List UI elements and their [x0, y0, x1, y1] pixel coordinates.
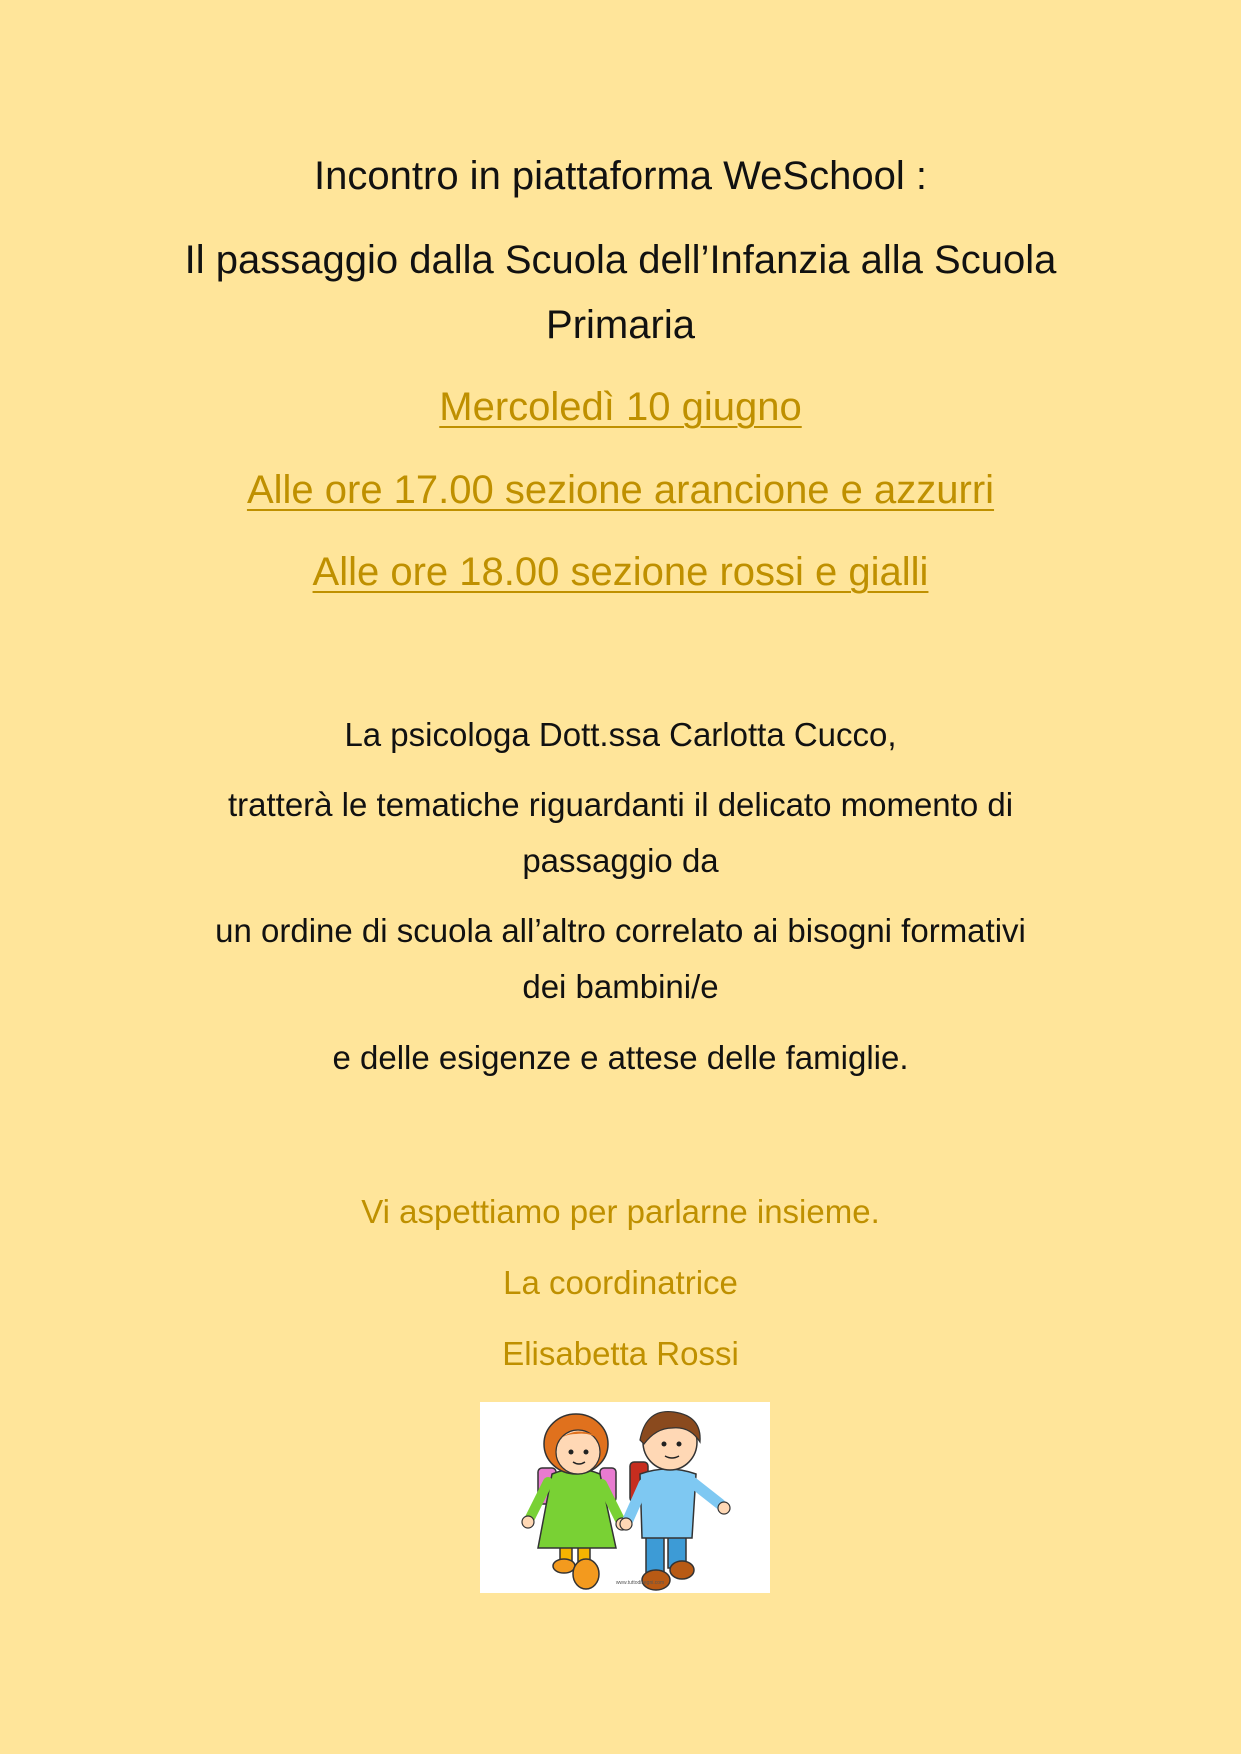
session-2-time: Alle ore 18.00 sezione rossi e gialli [312, 550, 929, 594]
meeting-date: Mercoledì 10 giugno [439, 385, 802, 429]
description-line-5: dei bambini/e [522, 968, 719, 1005]
session-1-time: Alle ore 17.00 sezione arancione e azzurri [246, 468, 995, 512]
coordinator-role: La coordinatrice [503, 1264, 738, 1301]
closing-invitation: Vi aspettiamo per parlarne insieme. [361, 1193, 880, 1230]
description-line-1: La psicologa Dott.ssa Carlotta Cucco, [344, 716, 897, 753]
description-line-3: passaggio da [522, 842, 719, 879]
children-illustration [480, 1402, 770, 1593]
coordinator-name: Elisabetta Rossi [502, 1335, 739, 1372]
image-credit: www.tuttodisegni.com [615, 1580, 665, 1586]
title-line-1: Incontro in piattaforma WeSchool : [314, 154, 927, 198]
description-line-4: un ordine di scuola all’altro correlato ai bisogni formativi [215, 912, 1026, 949]
title-line-3: Primaria [546, 303, 695, 347]
title-line-2: Il passaggio dalla Scuola dell’Infanzia alla Scuola [184, 238, 1057, 282]
description-line-2: tratterà le tematiche riguardanti il delicato momento di [227, 786, 1014, 823]
children-holding-hands-icon [480, 1402, 770, 1593]
description-line-6: e delle esigenze e attese delle famiglie. [332, 1039, 909, 1076]
